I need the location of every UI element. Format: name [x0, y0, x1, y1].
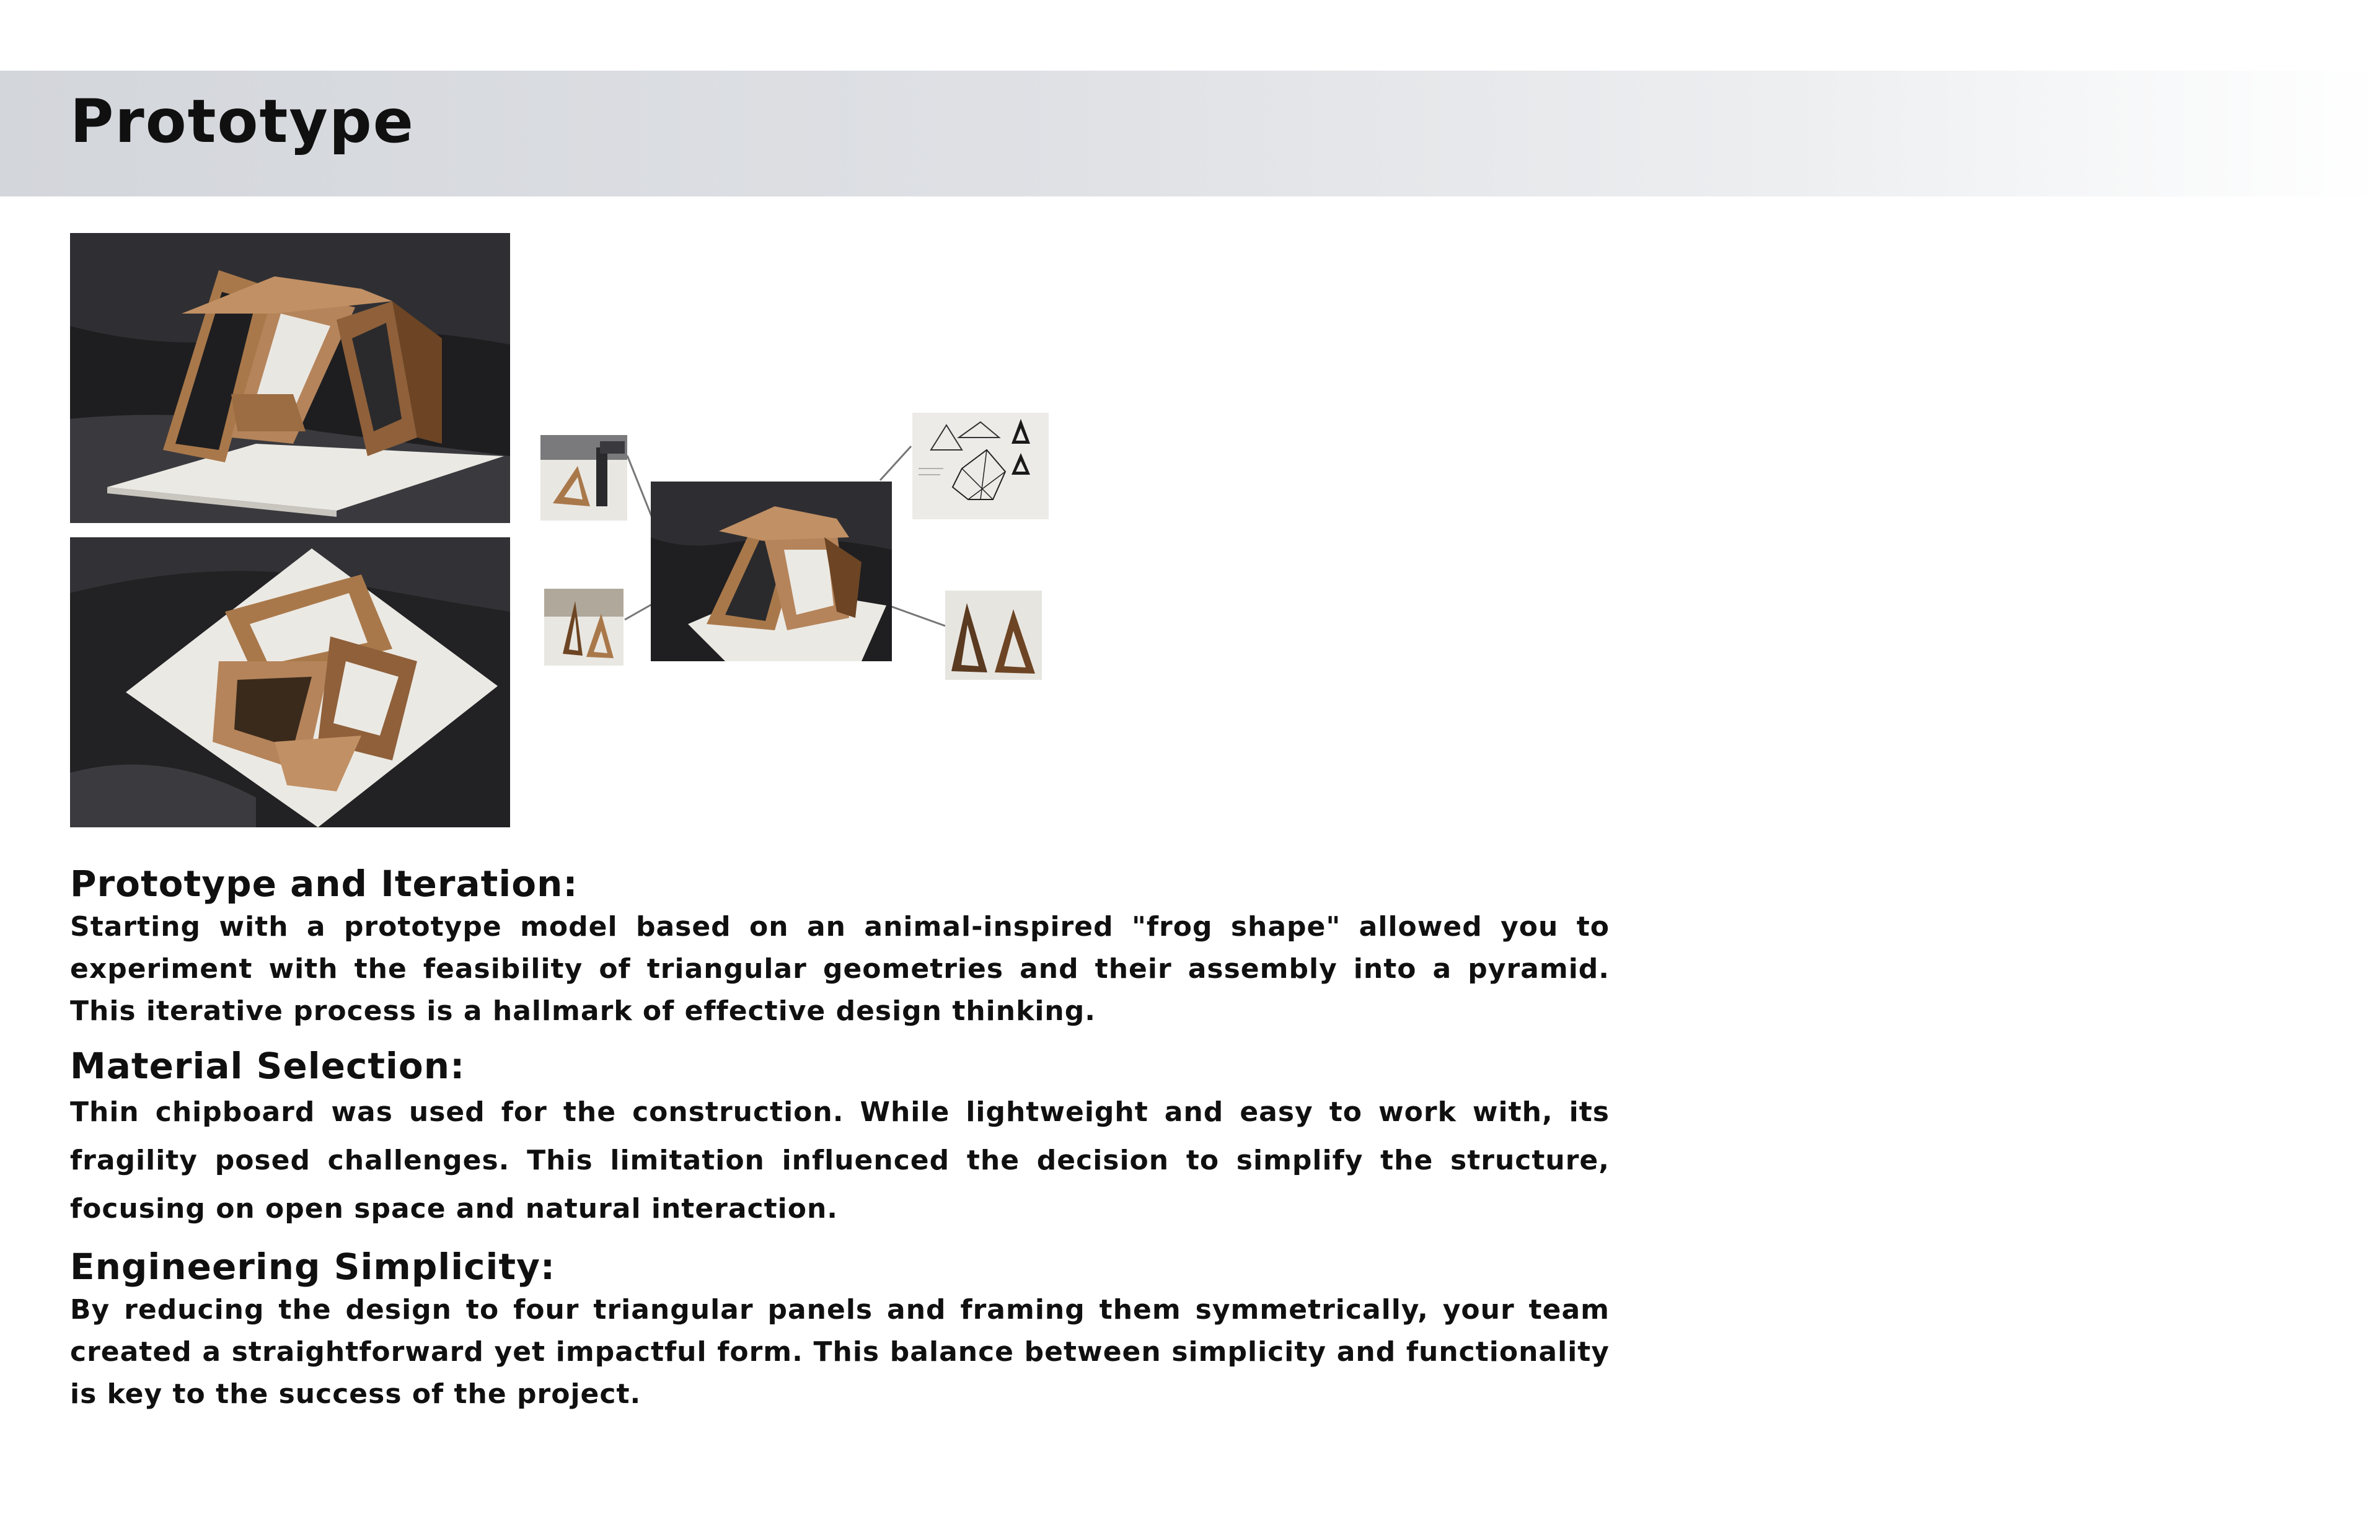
page-title: Prototype	[70, 87, 415, 156]
text-content	[70, 861, 1610, 1427]
process-triangles-photo	[945, 591, 1042, 680]
section-heading-prototype-iteration: Prototype and Iteration:	[70, 863, 578, 905]
process-tools-photo	[540, 435, 627, 521]
process-pieces-photo	[544, 589, 624, 666]
section-body-engineering-simplicity: By reducing the design to four triangular panels and framing them symmetrically, your team created a straightforward yet impactful form. This balance between simplicity and functionality is key to the success of the project.	[70, 1294, 1610, 1410]
section-body-prototype-iteration: Starting with a prototype model based on an animal-inspired "frog shape" allowed you to experiment with the feasibility of triangular geometries and their assembly into a pyramid. This iterative process is a hallmark of effective design thinking.	[70, 911, 1610, 1027]
section-heading-engineering-simplicity: Engineering Simplicity:	[70, 1246, 556, 1288]
process-center-photo	[651, 482, 892, 661]
prototype-model-top-photo	[70, 537, 510, 827]
prototype-model-front-photo	[70, 233, 510, 523]
section-body-material-selection: Thin chipboard was used for the construction. While lightweight and easy to work with, its fragility posed challenges. This limitation influenced the decision to simplify the structure, focusing on open space and natural interaction.	[70, 1096, 1610, 1225]
process-sketch-photo	[912, 413, 1049, 519]
section-heading-material-selection: Material Selection:	[70, 1045, 465, 1087]
